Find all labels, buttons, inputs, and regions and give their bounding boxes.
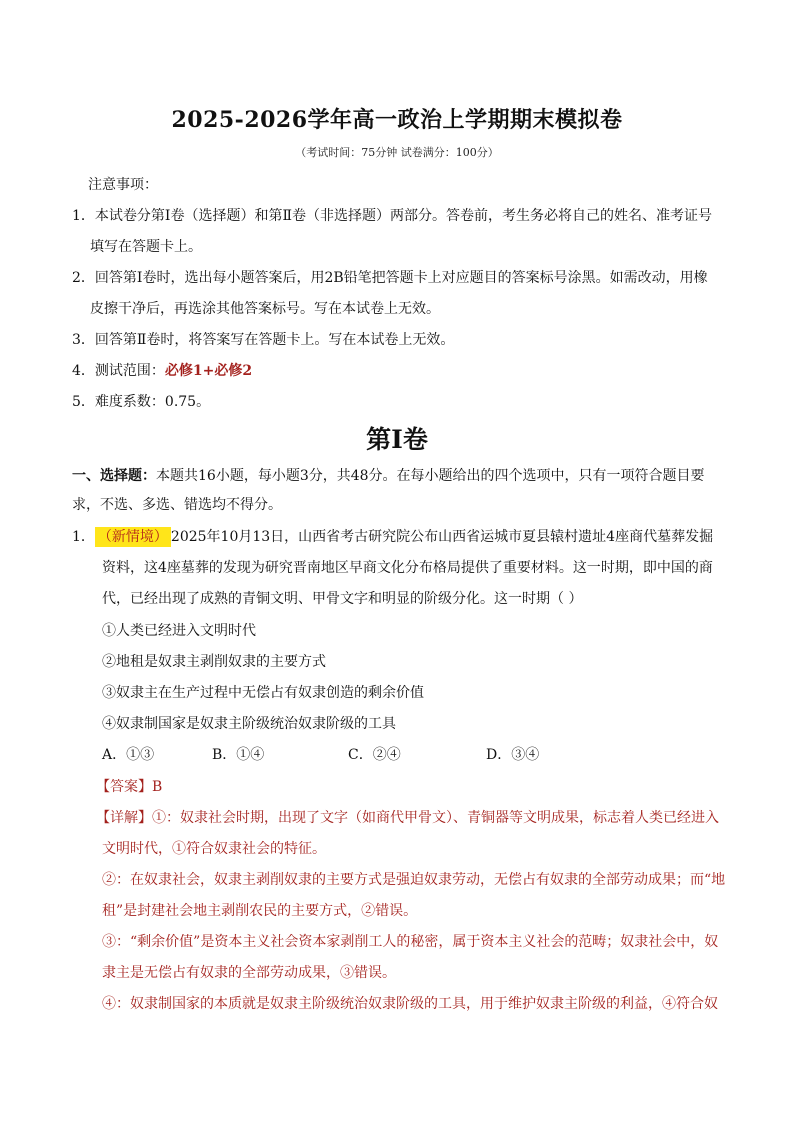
notice-item-number: 4．	[72, 363, 95, 379]
question-stem-line-2: 资料，这4座墓葬的发现为研究晋南地区早商文化分布格局提供了重要材料。这一时期，即中国的商	[102, 560, 713, 576]
notice-item-5	[72, 392, 210, 412]
notice-item-number: 3．	[72, 332, 95, 348]
instructions-text: 本题共16小题，每小题3分，共48分。在每小题给出的四个选项中，只有一项符合题目要	[156, 468, 705, 484]
question-stem-text: 2025年10月13日，山西省考古研究院公布山西省运城市夏县辕村遗址4座商代墓葬发掘	[170, 529, 714, 545]
instructions-line-2: 求，不选、多选、错选均不得分。	[72, 497, 282, 513]
page-title: 2025-2026学年高一政治上学期期末模拟卷	[171, 107, 623, 133]
notice-item-number: 5．	[72, 394, 95, 410]
option-c: C．②④	[348, 747, 401, 763]
test-scope-highlight: 必修1+必修2	[164, 363, 253, 379]
notice-item-1-cont: 填写在答题卡上。	[90, 239, 202, 255]
exam-info: （考试时间：75分钟 试卷满分：100分）	[295, 146, 499, 159]
detail-line-3: ②：在奴隶社会，奴隶主剥削奴隶的主要方式是强迫奴隶劳动，无偿占有奴隶的全部劳动成果；而“地	[102, 872, 726, 888]
notice-item-2	[72, 268, 708, 288]
notice-item-number: 2．	[72, 270, 95, 286]
detail-line-7: ④：奴隶制国家的本质就是奴隶主阶级统治奴隶阶级的工具，用于维护奴隶主阶级的利益，④符合奴	[102, 996, 718, 1012]
detail-label: 【详解】	[96, 810, 152, 826]
statement-4: ④奴隶制国家是奴隶主阶级统治奴隶阶级的工具	[102, 716, 396, 732]
section-title: 第Ⅰ卷	[366, 425, 428, 454]
detail-line-2: 文明时代，①符合奴隶社会的特征。	[102, 841, 326, 857]
question-stem-line-3: 代，已经出现了成熟的青铜文明、甲骨文字和明显的阶级分化。这一时期（ ）	[102, 591, 583, 607]
notice-item-text: 本试卷分第Ⅰ卷（选择题）和第Ⅱ卷（非选择题）两部分。答卷前，考生务必将自己的姓名、准考证号	[94, 208, 712, 224]
notice-item-text: 难度系数：0.75。	[94, 394, 211, 410]
answer-line	[96, 777, 162, 797]
option-d: D．③④	[486, 747, 540, 763]
notice-item-number: 1．	[72, 208, 95, 224]
detail-line-4: 租”是封建社会地主剥削农民的主要方式，②错误。	[102, 903, 418, 919]
notice-item-1	[72, 206, 712, 226]
detail-text: ①：奴隶社会时期，出现了文字（如商代甲骨文）、青铜器等文明成果，标志着人类已经进入	[152, 810, 719, 826]
notice-item-3	[72, 330, 454, 350]
notice-item-4	[72, 361, 252, 381]
question-number: 1．	[72, 529, 95, 545]
answer-value: B	[152, 779, 163, 795]
statement-2: ②地租是奴隶主剥削奴隶的主要方式	[102, 654, 326, 670]
notice-item-text: 回答第Ⅱ卷时，将答案写在答题卡上。写在本试卷上无效。	[94, 332, 455, 348]
option-b: B．①④	[212, 747, 265, 763]
notice-heading: 注意事项：	[88, 177, 158, 193]
instructions-line-1	[72, 466, 705, 486]
answer-label: 【答案】	[96, 779, 152, 795]
instructions-prefix: 一、选择题：	[72, 468, 156, 484]
detail-line-5: ③：“剩余价值”是资本主义社会资本家剥削工人的秘密，属于资本主义社会的范畴；奴隶社会中，奴	[102, 934, 719, 950]
notice-item-2-cont: 皮擦干净后，再选涂其他答案标号。写在本试卷上无效。	[90, 301, 440, 317]
question-stem-line-1	[72, 527, 713, 547]
statement-3: ③奴隶主在生产过程中无偿占有奴隶创造的剩余价值	[102, 685, 424, 701]
notice-item-text: 测试范围：	[94, 363, 165, 379]
option-a: A．①③	[102, 747, 155, 763]
statement-1: ①人类已经进入文明时代	[102, 623, 256, 639]
detail-line-6: 隶主是无偿占有奴隶的全部劳动成果，③错误。	[102, 965, 396, 981]
detail-line-1	[96, 808, 719, 828]
new-context-badge: （新情境）	[95, 527, 171, 547]
notice-item-text: 回答第Ⅰ卷时，选出每小题答案后，用2B铅笔把答题卡上对应题目的答案标号涂黑。如需改动，用橡	[94, 270, 708, 286]
